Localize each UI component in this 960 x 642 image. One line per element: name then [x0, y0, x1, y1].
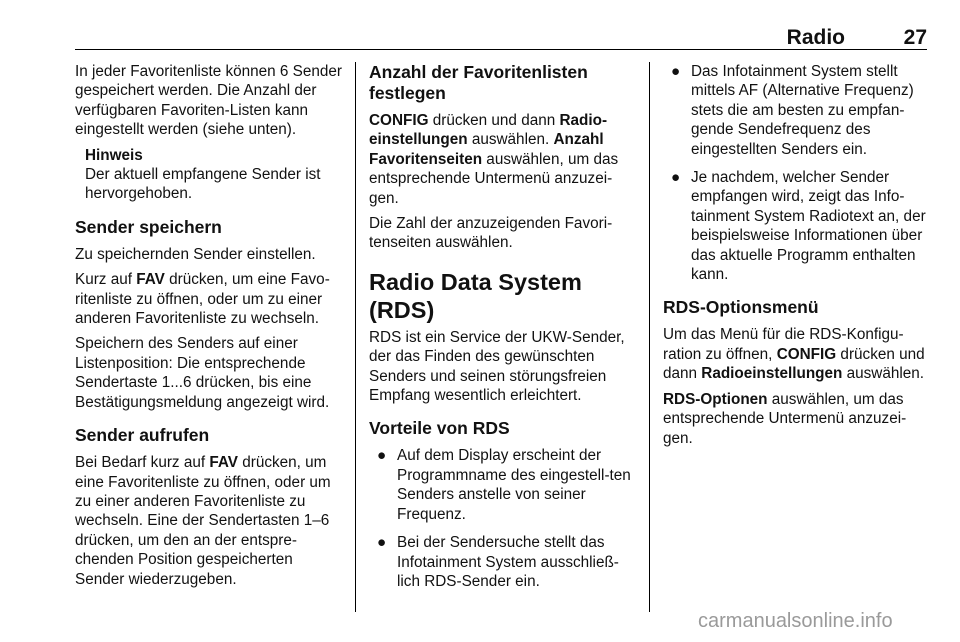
- paragraph: CONFIG drücken und dann Radio-einstellungen auswählen. Anzahl Favoritenseiten auswählen, um das entsprechende Untermenü anzuzei-gen.: [369, 112, 619, 207]
- paragraph: Zu speichernden Sender einstellen.: [75, 245, 316, 263]
- heading-rds-advantages: Vorteile von RDS: [369, 418, 510, 439]
- watermark: carmanualsonline.info: [698, 610, 893, 632]
- fav-button-label: FAV: [209, 454, 238, 472]
- page-header: [75, 24, 927, 52]
- column-1: [75, 62, 345, 595]
- list-item: ● Das Infotainment System stellt mittels AF (Alternative Frequenz) stets die am besten zu empfan-gende Sendefrequenz des eingestellten Senders ein.: [671, 63, 914, 158]
- bullet-icon: ●: [671, 169, 681, 187]
- fav-button-label: FAV: [136, 271, 165, 289]
- paragraph: RDS-Optionen auswählen, um das entsprechende Untermenü anzuzei-gen.: [663, 390, 907, 447]
- list-item: ● Auf dem Display erscheint der Programmname des eingestell-ten Senders anstelle von seiner Frequenz.: [377, 447, 631, 523]
- intro-paragraph: In jeder Favoritenliste können 6 Sender gespeichert werden. Die Anzahl der verfügbaren Favoriten-Listen kann eingestellt werden (siehe unten).: [75, 63, 343, 139]
- note-box: [85, 146, 345, 204]
- paragraph: Speichern des Senders auf einer Listenposition: Die entsprechende Sendertaste 1...6 drücken, bis eine Bestätigungsmeldung angezeigt wird.: [75, 335, 330, 411]
- paragraph: Um das Menü für die RDS-Konfigu-ration zu öffnen, CONFIG drücken und dann Radioeinstellungen auswählen.: [663, 326, 925, 383]
- list-item: ● Bei der Sendersuche stellt das Infotainment System ausschließ-lich RDS-Sender ein.: [377, 534, 619, 590]
- bullet-icon: ●: [377, 534, 387, 552]
- heading-rds: Radio Data System (RDS): [369, 268, 582, 323]
- paragraph: Bei Bedarf kurz auf FAV drücken, um eine Favoritenliste zu öffnen, oder um zu einer anderen Favoritenliste zu wechseln. Eine der Sendertasten 1–6 drücken, um den an der entspre-chenden Position gespeicherten Sender wiederzugeben.: [75, 454, 331, 588]
- bullet-list: [663, 62, 931, 284]
- header-divider: [75, 49, 927, 50]
- paragraph: Die Zahl der anzuzeigenden Favori-tenseiten auswählen.: [369, 215, 613, 252]
- bullet-icon: ●: [377, 447, 387, 465]
- heading-save-station: Sender speichern: [75, 216, 222, 237]
- column-divider: [649, 62, 650, 612]
- heading-recall-station: Sender aufrufen: [75, 425, 210, 446]
- column-divider: [355, 62, 356, 612]
- column-2: [369, 62, 634, 600]
- list-item: ● Je nachdem, welcher Sender empfangen wird, zeigt das Info-tainment System Radiotext an, der beispielsweise Informationen über das aktuelle Programm enthalten kann.: [671, 169, 926, 284]
- page-number: 27: [903, 26, 927, 49]
- bullet-icon: ●: [671, 63, 681, 80]
- section-title: Radio: [786, 26, 845, 49]
- paragraph: Kurz auf FAV drücken, um eine Favo-ritenliste zu öffnen, oder um zu einer anderen Favoritenliste zu wechseln.: [75, 271, 330, 328]
- column-3: [663, 62, 931, 454]
- paragraph: RDS ist ein Service der UKW-Sender, der das Finden des gewünschten Senders und seinen störungsfreien Empfang wesentlich erleichtert.: [369, 328, 625, 405]
- heading-favorite-count: Anzahl der Favoritenlisten festlegen: [369, 62, 588, 103]
- note-text: Der aktuell empfangene Sender ist hervorgehoben.: [85, 166, 321, 203]
- note-title: Hinweis: [85, 146, 143, 164]
- bullet-list: [369, 446, 634, 591]
- heading-rds-options-menu: RDS-Optionsmenü: [663, 297, 819, 318]
